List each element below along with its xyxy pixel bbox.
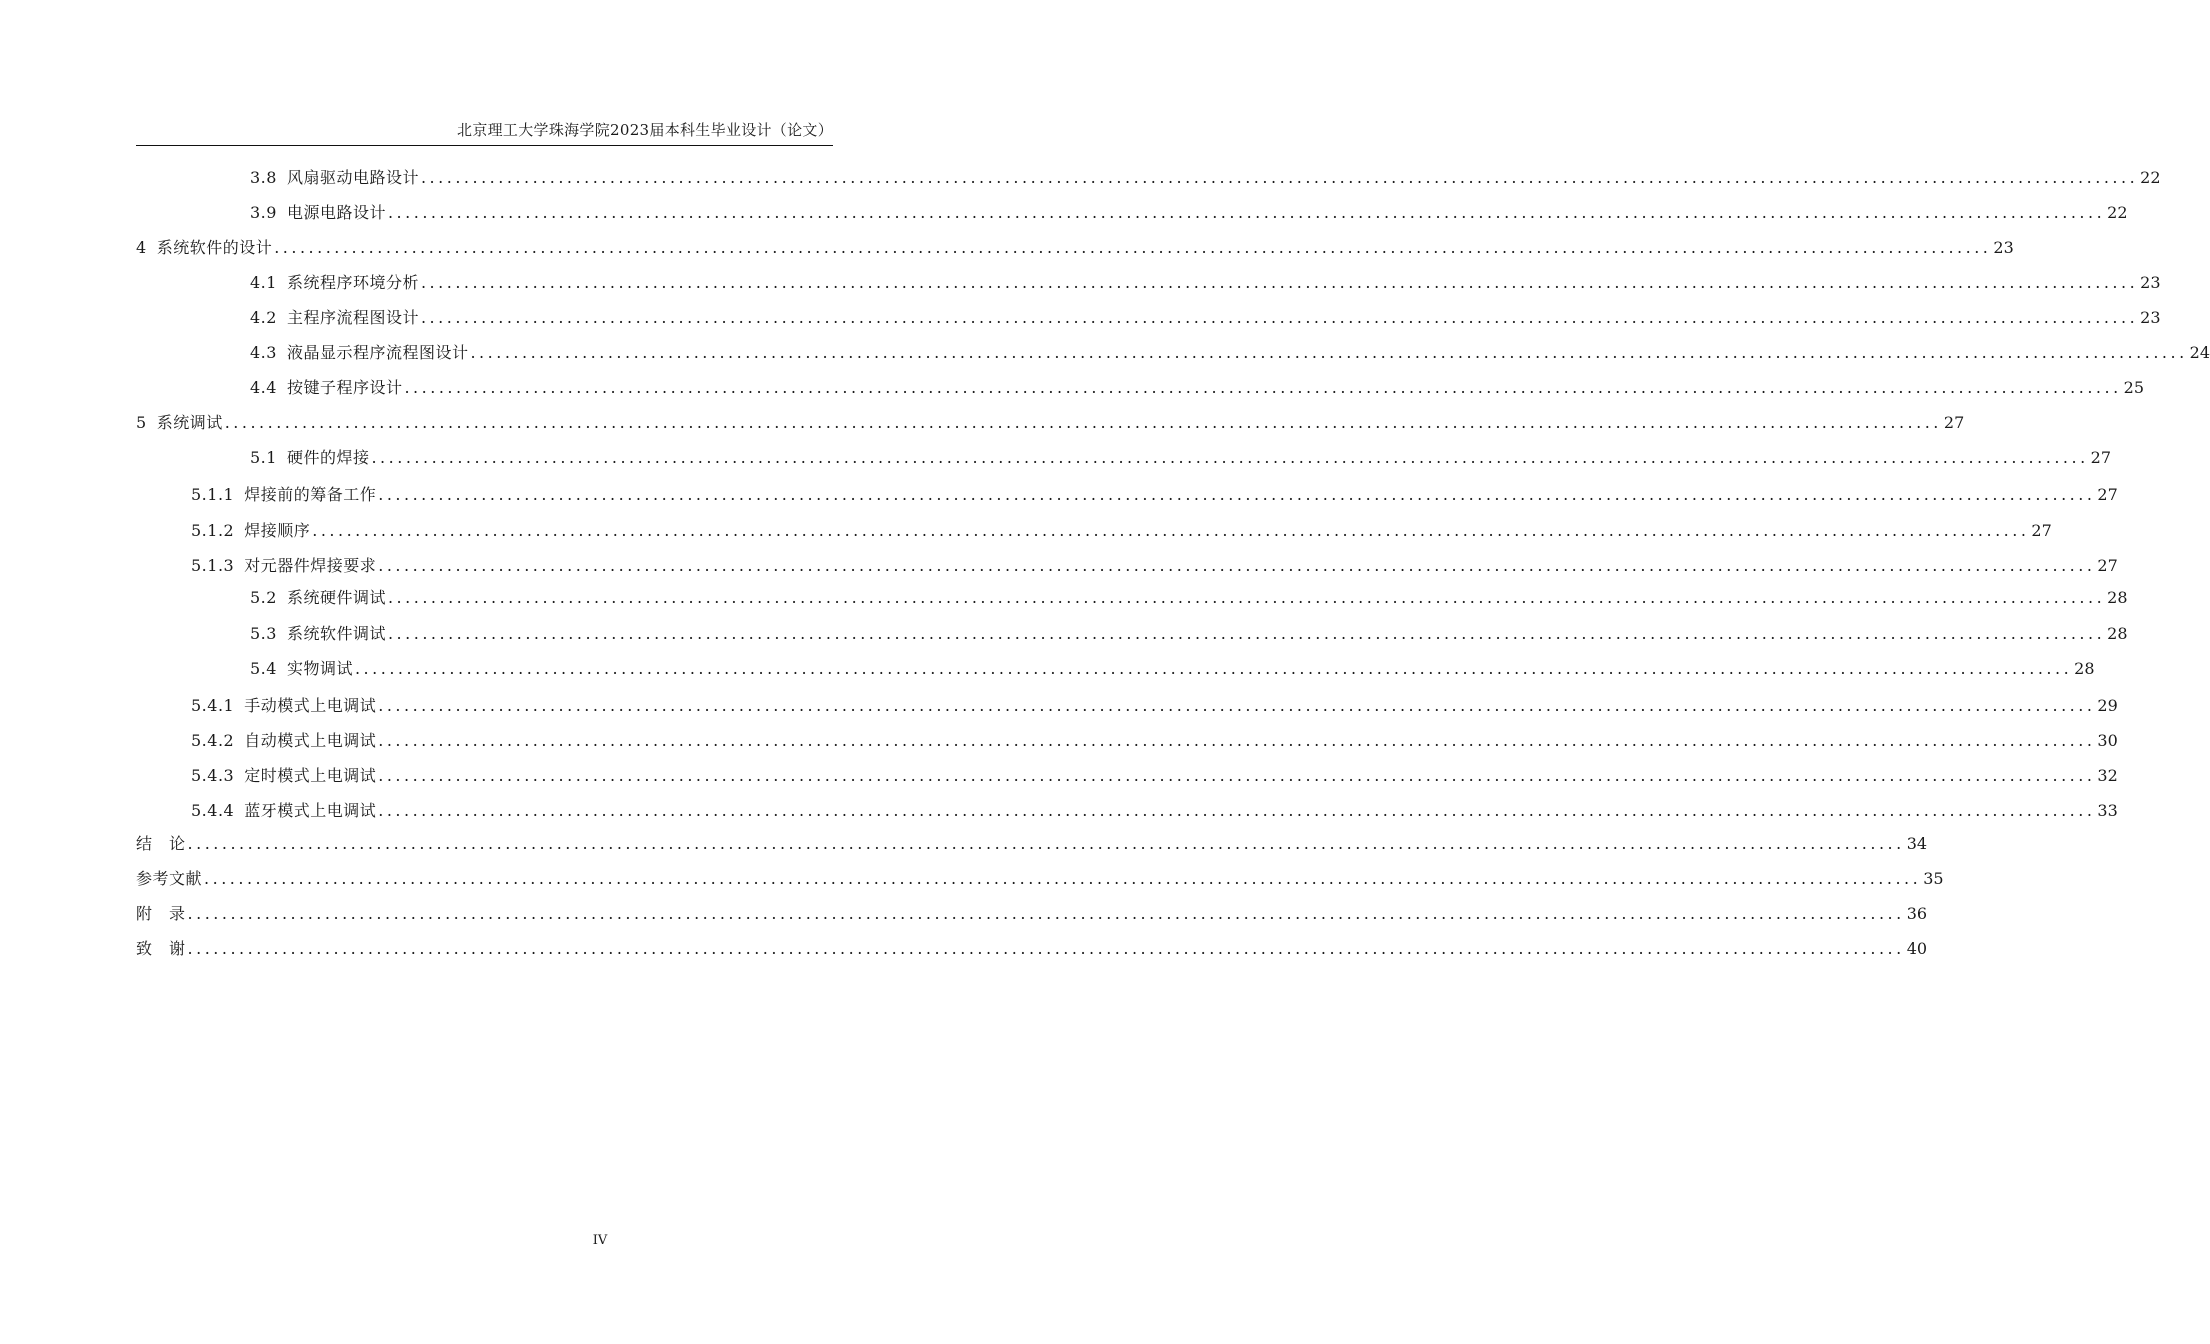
toc-entry-number: 4.1 xyxy=(250,273,277,292)
toc-entry[interactable] xyxy=(250,201,2128,225)
toc-entry-number: 3.9 xyxy=(250,203,277,222)
toc-entry-title: 附 录 xyxy=(136,904,186,923)
toc-entry-title: 系统程序环境分析 xyxy=(286,273,419,292)
toc-dot-leader: ........................................................................................................................................................................................................ xyxy=(378,801,2096,820)
toc-entry-title: 蓝牙模式上电调试 xyxy=(244,801,377,820)
toc-entry[interactable] xyxy=(191,729,2118,753)
toc-entry-number: 5.4.2 xyxy=(191,731,235,750)
toc-entry-page: 22 xyxy=(2107,203,2128,222)
toc-dot-leader: ........................................................................................................................................................................................................ xyxy=(274,238,1992,257)
toc-dot-leader: ........................................................................................................................................................................................................ xyxy=(378,766,2096,785)
toc-dot-leader: ........................................................................................................................................................................................................ xyxy=(187,939,1905,958)
toc-entry-title: 风扇驱动电路设计 xyxy=(286,168,419,187)
toc-entry-page: 30 xyxy=(2097,731,2118,750)
toc-entry-title: 液晶显示程序流程图设计 xyxy=(286,343,469,362)
toc-dot-leader: ........................................................................................................................................................................................................ xyxy=(354,659,2073,678)
toc-entry-number: 4.2 xyxy=(250,308,277,327)
toc-dot-leader: ........................................................................................................................................................................................................ xyxy=(387,588,2106,607)
toc-entry-page: 32 xyxy=(2097,766,2118,785)
toc-entry-number: 4.3 xyxy=(250,343,277,362)
toc-entry-title: 系统软件调试 xyxy=(286,624,386,643)
toc-entry-page: 25 xyxy=(2123,378,2145,397)
toc-entry-number: 5.4.3 xyxy=(191,766,235,785)
toc-entry-title: 焊接前的筹备工作 xyxy=(244,485,377,504)
toc-entry-number: 5.2 xyxy=(250,588,277,607)
toc-entry-page: 36 xyxy=(1906,904,1928,923)
toc-entry-title: 主程序流程图设计 xyxy=(286,308,419,327)
toc-entry-number: 5.3 xyxy=(250,624,277,643)
toc-entry-number: 5.1.1 xyxy=(191,485,235,504)
toc-entry-title: 对元器件焊接要求 xyxy=(244,556,377,575)
toc-entry[interactable] xyxy=(191,519,2052,543)
toc-entry-page: 34 xyxy=(1906,834,1928,853)
toc-entry-page: 27 xyxy=(1943,413,1965,432)
toc-entry[interactable] xyxy=(250,306,2161,330)
toc-entry-number: 4.4 xyxy=(250,378,277,397)
toc-entry[interactable] xyxy=(250,586,2128,610)
toc-dot-leader: ........................................................................................................................................................................................................ xyxy=(312,521,2030,540)
toc-dot-leader: ........................................................................................................................................................................................................ xyxy=(187,834,1905,853)
toc-entry[interactable] xyxy=(191,799,2118,823)
toc-entry[interactable] xyxy=(136,236,2014,260)
toc-entry[interactable] xyxy=(250,446,2112,470)
toc-entry[interactable] xyxy=(136,832,1928,856)
page-header: 北京理工大学珠海学院2023届本科生毕业设计（论文） xyxy=(457,121,833,139)
toc-dot-leader: ........................................................................................................................................................................................................ xyxy=(420,168,2139,187)
toc-entry[interactable] xyxy=(250,271,2161,295)
toc-entry-number: 5.1.3 xyxy=(191,556,235,575)
toc-entry-page: 27 xyxy=(2031,521,2052,540)
toc-entry-title: 电源电路设计 xyxy=(286,203,386,222)
toc-dot-leader: ........................................................................................................................................................................................................ xyxy=(378,485,2096,504)
toc-entry-number: 5.4 xyxy=(250,659,277,678)
toc-entry[interactable] xyxy=(191,483,2118,507)
toc-entry-number: 5 xyxy=(136,413,147,432)
toc-dot-leader: ........................................................................................................................................................................................................ xyxy=(470,343,2188,362)
toc-entry[interactable] xyxy=(250,622,2128,646)
toc-entry[interactable] xyxy=(136,867,1944,891)
toc-dot-leader: ........................................................................................................................................................................................................ xyxy=(387,624,2106,643)
toc-entry[interactable] xyxy=(136,902,1928,926)
toc-entry-page: 28 xyxy=(2074,659,2095,678)
toc-dot-leader: ........................................................................................................................................................................................................ xyxy=(420,273,2139,292)
toc-entry-title: 致 谢 xyxy=(136,939,186,958)
toc-entry[interactable] xyxy=(191,554,2118,578)
toc-dot-leader: ........................................................................................................................................................................................................ xyxy=(371,448,2089,467)
toc-entry-page: 28 xyxy=(2107,588,2128,607)
toc-entry-title: 系统硬件调试 xyxy=(286,588,386,607)
toc-entry[interactable] xyxy=(191,694,2118,718)
toc-dot-leader: ........................................................................................................................................................................................................ xyxy=(224,413,1942,432)
toc-entry-page: 28 xyxy=(2107,624,2128,643)
toc-dot-leader: ........................................................................................................................................................................................................ xyxy=(204,869,1922,888)
toc-entry-title: 按键子程序设计 xyxy=(286,378,403,397)
toc-entry-page: 27 xyxy=(2097,485,2118,504)
toc-entry-page: 35 xyxy=(1923,869,1944,888)
toc-entry-title: 参考文献 xyxy=(136,869,203,888)
toc-entry-title: 定时模式上电调试 xyxy=(244,766,377,785)
toc-entry-page: 27 xyxy=(2090,448,2112,467)
toc-dot-leader: ........................................................................................................................................................................................................ xyxy=(404,378,2122,397)
toc-entry[interactable] xyxy=(136,411,1965,435)
toc-entry-title: 自动模式上电调试 xyxy=(244,731,377,750)
toc-entry-number: 4 xyxy=(136,238,147,257)
toc-entry-page: 23 xyxy=(1993,238,2014,257)
toc-entry[interactable] xyxy=(250,166,2161,190)
toc-entry[interactable] xyxy=(250,657,2095,681)
toc-entry-page: 27 xyxy=(2097,556,2118,575)
toc-entry-page: 24 xyxy=(2189,343,2210,362)
toc-entry-title: 系统软件的设计 xyxy=(156,238,273,257)
toc-entry-title: 焊接顺序 xyxy=(244,521,311,540)
toc-entry-number: 5.1 xyxy=(250,448,277,467)
toc-entry[interactable] xyxy=(250,376,2145,400)
toc-dot-leader: ........................................................................................................................................................................................................ xyxy=(187,904,1905,923)
toc-entry-number: 5.4.4 xyxy=(191,801,235,820)
toc-entry-page: 33 xyxy=(2097,801,2118,820)
toc-entry-title: 系统调试 xyxy=(156,413,223,432)
toc-dot-leader: ........................................................................................................................................................................................................ xyxy=(378,696,2096,715)
toc-dot-leader: ........................................................................................................................................................................................................ xyxy=(378,731,2096,750)
toc-entry-page: 22 xyxy=(2140,168,2161,187)
toc-entry[interactable] xyxy=(191,764,2118,788)
toc-dot-leader: ........................................................................................................................................................................................................ xyxy=(420,308,2139,327)
toc-entry[interactable] xyxy=(136,937,1928,961)
toc-entry-page: 40 xyxy=(1906,939,1928,958)
page-number: IV xyxy=(592,1233,608,1248)
toc-entry-title: 实物调试 xyxy=(286,659,353,678)
toc-entry-page: 29 xyxy=(2097,696,2118,715)
toc-entry-title: 结 论 xyxy=(136,834,186,853)
toc-entry-page: 23 xyxy=(2140,273,2161,292)
toc-entry-number: 3.8 xyxy=(250,168,277,187)
toc-entry-title: 硬件的焊接 xyxy=(286,448,370,467)
toc-entry-number: 5.4.1 xyxy=(191,696,235,715)
toc-dot-leader: ........................................................................................................................................................................................................ xyxy=(387,203,2106,222)
toc-entry-title: 手动模式上电调试 xyxy=(244,696,377,715)
toc-dot-leader: ........................................................................................................................................................................................................ xyxy=(378,556,2096,575)
toc-entry-page: 23 xyxy=(2140,308,2161,327)
toc-entry[interactable] xyxy=(250,341,2210,365)
toc-entry-number: 5.1.2 xyxy=(191,521,235,540)
header-rule xyxy=(136,145,833,146)
